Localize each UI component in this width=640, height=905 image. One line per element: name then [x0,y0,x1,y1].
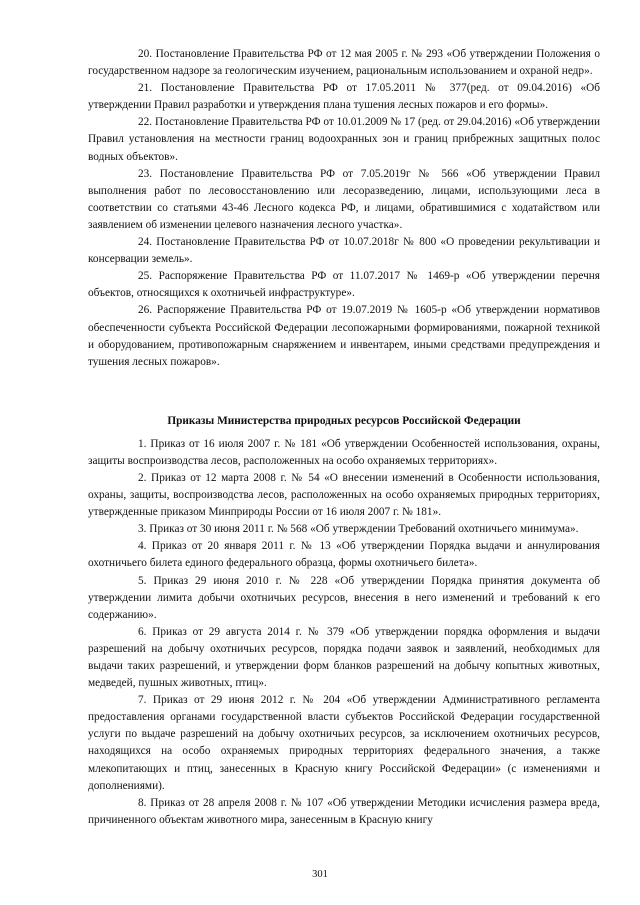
list-item: 23. Постановление Правительства РФ от 7.05.2019г № 566 «Об утверждении Правил выполнения работ по лесовосстановлению или лесоразведению, лицами, использующими леса в соответствии со статьями 43-46 Лесного кодекса РФ, и лицами, обратившимися с ходатайством или заявлением об изменении целевого назначения лесного участка». [88,167,600,231]
list-item: 22. Постановление Правительства РФ от 10.01.2009 № 17 (ред. от 29.04.2016) «Об утверждении Правил установления на местности границ водоохранных зон и границ прибрежных защитных полос водных объектов». [88,116,600,163]
document-page [88,46,600,829]
list-item: 6. Приказ от 29 августа 2014 г. № 379 «Об утверждении порядка оформления и выдачи разрешений на добычу охотничьих ресурсов, порядка подачи заявок и заявлений, необходимых для выдачи таких разрешений, и утверждении форм бланков разрешений на добычу копытных животных, медведей, пушных животных, птиц». [88,625,600,690]
list-item: 8. Приказ от 28 апреля 2008 г. № 107 «Об утверждении Методики исчисления размера вреда, причиненного объектам животного мира, занесенным в Красную книгу [88,796,600,826]
list-item: 4. Приказ от 20 января 2011 г. № 13 «Об утверждении Порядка выдачи и аннулирования охотничьего билета единого федерального образца, формы охотничьего билета». [88,540,600,570]
ministry-orders-list [88,436,600,829]
list-item: 1. Приказ от 16 июля 2007 г. № 181 «Об утверждении Особенностей использования, охраны, защиты воспроизводства лесов, расположенных на особо охраняемых территориях». [88,437,600,467]
government-acts-list [88,46,600,371]
list-item: 24. Постановление Правительства РФ от 10.07.2018г № 800 «О проведении рекультивации и консервации земель». [88,236,600,266]
list-item: 7. Приказ от 29 июня 2012 г. № 204 «Об утверждении Административного регламента предоставления органами государственной власти субъектов Российской Федерации государственной услуги по выдаче разрешений на добычу охотничьих ресурсов, за исключением охотничьих ресурсов, находящихся на особо охраняемых природных территориях федерального значения, а также млекопитающих и птиц, занесенных в Красную книгу Российской Федерации» (с изменениями и дополнениями). [88,694,600,792]
page-number: 301 [312,869,328,880]
list-item: 25. Распоряжение Правительства РФ от 11.07.2017 № 1469-р «Об утверждении перечня объектов, относящихся к охотничьей инфраструктуре». [88,270,600,300]
list-item: 5. Приказ 29 июня 2010 г. № 228 «Об утверждении Порядка принятия документа об утверждении лимита добычи охотничьих ресурсов, внесения в него изменений и требований к его содержанию». [88,574,600,621]
list-item: 20. Постановление Правительства РФ от 12 мая 2005 г. № 293 «Об утверждении Положения о государственном надзоре за геологическим изучением, рациональным использованием и охраной недр». [88,48,600,78]
list-item: 3. Приказ от 30 июня 2011 г. № 568 «Об утверждении Требований охотничьего минимума». [138,523,579,536]
list-item: 21. Постановление Правительства РФ от 17.05.2011 № 377(ред. от 09.04.2016) «Об утверждении Правил разработки и утверждения плана тушения лесных пожаров и его формы». [88,82,600,112]
section-title: Приказы Министерства природных ресурсов Российской Федерации [167,414,521,427]
list-item: 2. Приказ от 12 марта 2008 г. № 54 «О внесении изменений в Особенности использования, охраны, защиты, воспроизводства лесов, расположенных на особо охраняемых природных территориях, утвержденные приказом Минприроды России от 16 июля 2007 г. № 181». [88,471,600,519]
list-item: 26. Распоряжение Правительства РФ от 19.07.2019 № 1605-р «Об утверждении нормативов обеспеченности субъекта Российской Федерации лесопожарными формированиями, пожарной техникой и оборудованием, противопожарным снаряжением и инвентарем, иными средствами предупреждения и тушения лесных пожаров». [88,304,600,368]
